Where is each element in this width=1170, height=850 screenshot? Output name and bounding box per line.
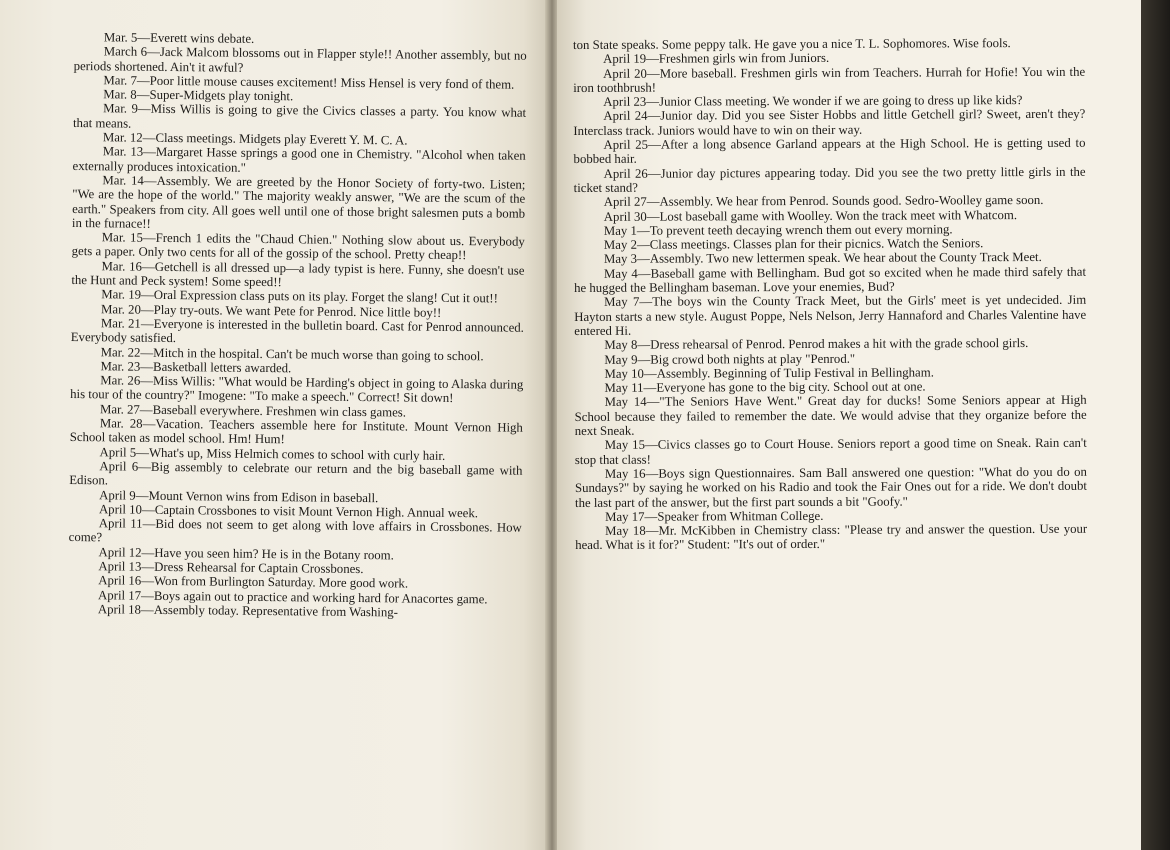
diary-entry: Mar. 14—Assembly. We are greeted by the Honor Society of forty-two. Listen; "We are the hope of the world." The majority weakly answer, "We are the scum of the earth." Speakers from city. All goes well until one of those bright salesmen puts a bomb in the furnace!!: [71, 173, 526, 231]
diary-entry: Mar. 20—Play try-outs. We want Pete for Penrod. Nice little boy!!: [101, 301, 442, 320]
diary-entry: April 25—After a long absence Garland appears at the High School. He is getting used to bobbed hair.: [573, 135, 1086, 167]
diary-entry: April 12—Have you seen him? He is in the Botany room.: [98, 544, 394, 563]
diary-entry: April 18—Assembly today. Representative from Washing-: [97, 602, 398, 620]
diary-entry: April 9—Mount Vernon wins from Edison in baseball.: [99, 487, 379, 505]
left-page-text: [68, 30, 527, 621]
diary-entry: Mar. 23—Basketball letters awarded.: [100, 359, 292, 376]
diary-entry: Mar. 19—Oral Expression class puts on its play. Forget the slang! Cut it out!!: [101, 287, 498, 306]
diary-entry: Mar. 26—Miss Willis: "What would be Harding's object in going to Alaska during his tour of the country?" Imogene: "To make a speech." Correct! Sit down!: [70, 373, 524, 406]
diary-entry: April 27—Assembly. We hear from Penrod. Sounds good. Sedro-Woolley game soon.: [603, 193, 1044, 210]
diary-entry: Mar. 27—Baseball everywhere. Freshmen win class games.: [99, 402, 407, 420]
diary-entry: April 16—Won from Burlington Saturday. More good work.: [98, 573, 409, 591]
diary-entry: April 13—Dress Rehearsal for Captain Crossbones.: [98, 559, 364, 577]
diary-entry: April 10—Captain Crossbones to visit Mount Vernon High. Annual week.: [98, 502, 479, 521]
diary-entry: May 18—Mr. McKibben in Chemistry class: "Please try and answer the question. Use your head. What is it for?" Student: "It's out of order.": [575, 521, 1088, 553]
diary-entry: May 7—The boys win the County Track Meet, but the Girls' meet is yet undecided. Jim Hayton starts a new style. August Poppe, Nels Nelson, Jerry Hannaford and Charles Valentine have entered Hi.: [574, 293, 1087, 338]
diary-entry: May 17—Speaker from Whitman College.: [605, 508, 824, 524]
diary-entry: Mar. 15—French 1 edits the "Chaud Chien." Nothing slow about us. Everybody gets a paper. Only two cents for all of the gossip of the school. Pretty cheap!!: [71, 230, 525, 263]
diary-entry: Mar. 7—Poor little mouse causes excitement! Miss Hensel is very fond of them.: [103, 73, 515, 92]
diary-entry: May 16—Boys sign Questionnaires. Sam Ball answered one question: "What do you do on Sundays?" by saying he worked on his Radio and took the Fair Ones out for a ride. We don't doubt the last part of the answer, but the first part sounds a bit "Goofy.": [574, 464, 1087, 510]
diary-entry: May 10—Assembly. Beginning of Tulip Festival in Bellingham.: [604, 365, 934, 381]
diary-entry: April 11—Bid does not seem to get along with love affairs in Crossbones. How come?: [68, 516, 522, 545]
left-page: [0, 0, 551, 850]
diary-entry: May 1—To prevent teeth decaying wrench them out every morning.: [603, 222, 953, 238]
diary-entry: May 14—"The Seniors Have Went." Great day for ducks! Some Seniors appear at High School because they failed to remember the date. We would advise that they organize before the next Sneak.: [574, 393, 1087, 439]
page-edge: [1141, 0, 1170, 850]
diary-entry: May 11—Everyone has gone to the big city. School out at one.: [604, 379, 926, 395]
diary-entry: Mar. 21—Everyone is interested in the bulletin board. Cast for Penrod announced. Everybody satisfied.: [70, 316, 524, 346]
diary-entry: April 6—Big assembly to celebrate our return and the big baseball game with Edison.: [69, 459, 523, 488]
continuation-text: ton State speaks. Some peppy talk. He gave you a nice T. L. Sophomores. Wise fools.: [573, 36, 1011, 52]
diary-entry: April 20—More baseball. Freshmen girls win from Teachers. Hurrah for Hofie! You win the iron toothbrush!: [573, 64, 1086, 95]
right-page-text: [573, 36, 1087, 553]
diary-entry: May 15—Civics classes go to Court House. Seniors report a good time on Sneak. Rain can't stop that class!: [574, 436, 1087, 467]
diary-entry: April 19—Freshmen girls win from Juniors.: [603, 51, 830, 67]
diary-entry: April 24—Junior day. Did you see Sister Hobbs and little Getchell girl? Sweet, aren't they? Interclass track. Juniors would have to win on their way.: [573, 107, 1086, 138]
diary-entry: April 23—Junior Class meeting. We wonder if we are going to dress up like kids?: [603, 93, 1023, 110]
diary-entry: Mar. 5—Everett wins debate.: [103, 30, 255, 46]
diary-entry: Mar. 13—Margaret Hasse springs a good one in Chemistry. "Alcohol when taken externally produces intoxication.": [72, 144, 526, 175]
right-page: [557, 0, 1141, 850]
diary-entry: April 30—Lost baseball game with Woolley. Won the track meet with Whatcom.: [603, 207, 1018, 224]
diary-entry: Mar. 22—Mitch in the hospital. Can't be much worse than going to school.: [100, 344, 484, 363]
diary-entry: May 3—Assembly. Two new lettermen speak. We hear about the County Track Meet.: [603, 250, 1042, 267]
diary-entry: April 5—What's up, Miss Helmich comes to school with curly hair.: [99, 444, 446, 463]
diary-entry: Mar. 16—Getchell is all dressed up—a lady typist is here. Funny, she doesn't use the Hunt and Peck system! Some speed!!: [71, 259, 525, 290]
diary-entry: April 26—Junior day pictures appearing today. Did you see the two pretty little girls in the ticket stand?: [573, 164, 1086, 195]
diary-entry: May 4—Baseball game with Bellingham. Bud got so excited when he made third safely that he hugged the Bellingham baseman. Love your enemies, Bud?: [574, 264, 1087, 296]
diary-entry: Mar. 28—Vacation. Teachers assemble here for Institute. Mount Vernon High School taken as model school. Hm! Hum!: [69, 416, 523, 447]
diary-entry: Mar. 9—Miss Willis is going to give the Civics classes a party. You know what that means.: [72, 101, 527, 131]
diary-entry: March 6—Jack Malcom blossoms out in Flapper style!! Another assembly, but no periods shortened. Ain't it awful?: [73, 44, 527, 75]
diary-entry: Mar. 12—Class meetings. Midgets play Everett Y. M. C. A.: [102, 130, 408, 148]
diary-entry: May 8—Dress rehearsal of Penrod. Penrod makes a hit with the grade school girls.: [604, 336, 1029, 353]
diary-entry: April 17—Boys again out to practice and working hard for Anacortes game.: [98, 587, 488, 606]
diary-entry: May 9—Big crowd both nights at play "Penrod.": [604, 351, 856, 367]
diary-entry: Mar. 8—Super-Midgets play tonight.: [103, 87, 294, 104]
diary-entry: May 2—Class meetings. Classes plan for their picnics. Watch the Seniors.: [603, 236, 984, 253]
